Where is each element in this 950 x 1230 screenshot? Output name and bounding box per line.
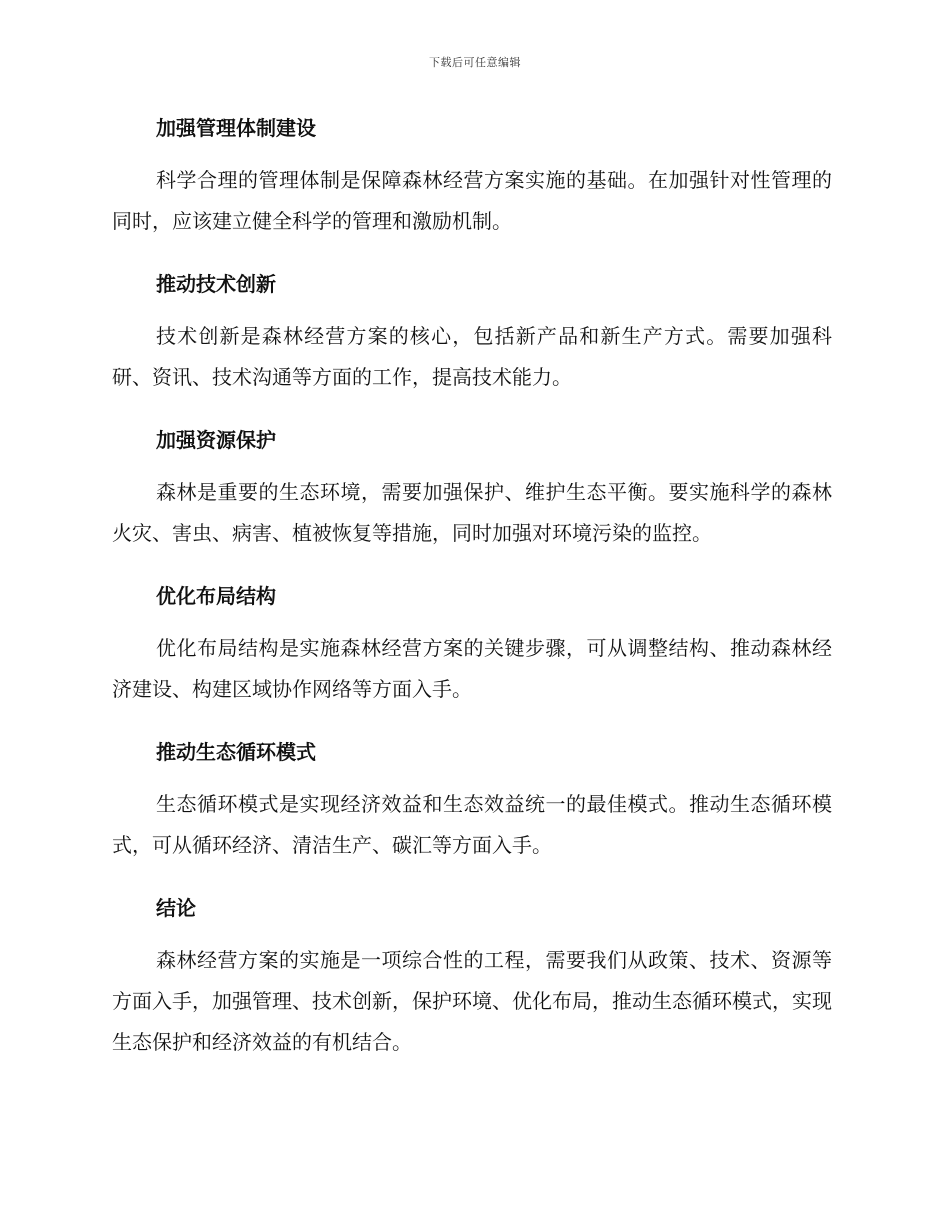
section-conclusion [112,888,832,1063]
section-layout-optimization [112,576,832,710]
section-body: 森林经营方案的实施是一项综合性的工程，需要我们从政策、技术、资源等方面入手，加强管理、技术创新，保护环境、优化布局，推动生态循环模式，实现生态保护和经济效益的有机结合。 [112,948,832,1054]
section-heading: 加强资源保护 [156,428,276,452]
section-heading: 结论 [156,896,196,920]
document-content [112,108,832,1085]
section-body: 科学合理的管理体制是保障森林经营方案实施的基础。在加强针对性管理的同时，应该建立健全科学的管理和激励机制。 [112,168,832,233]
section-heading: 推动生态循环模式 [156,740,316,764]
section-resource-protection [112,420,832,554]
section-heading: 推动技术创新 [156,272,276,296]
header-note: 下载后可任意编辑 [429,56,521,69]
section-body: 生态循环模式是实现经济效益和生态效益统一的最佳模式。推动生态循环模式，可从循环经济、清洁生产、碳汇等方面入手。 [112,792,832,857]
section-body: 优化布局结构是实施森林经营方案的关键步骤，可从调整结构、推动森林经济建设、构建区域协作网络等方面入手。 [112,636,832,701]
section-management [112,108,832,242]
section-body: 技术创新是森林经营方案的核心，包括新产品和新生产方式。需要加强科研、资讯、技术沟通等方面的工作，提高技术能力。 [112,324,832,389]
section-body: 森林是重要的生态环境，需要加强保护、维护生态平衡。要实施科学的森林火灾、害虫、病害、植被恢复等措施，同时加强对环境污染的监控。 [112,480,832,545]
section-eco-cycle [112,732,832,866]
section-heading: 加强管理体制建设 [156,116,316,140]
section-heading: 优化布局结构 [156,584,276,608]
section-innovation [112,264,832,398]
